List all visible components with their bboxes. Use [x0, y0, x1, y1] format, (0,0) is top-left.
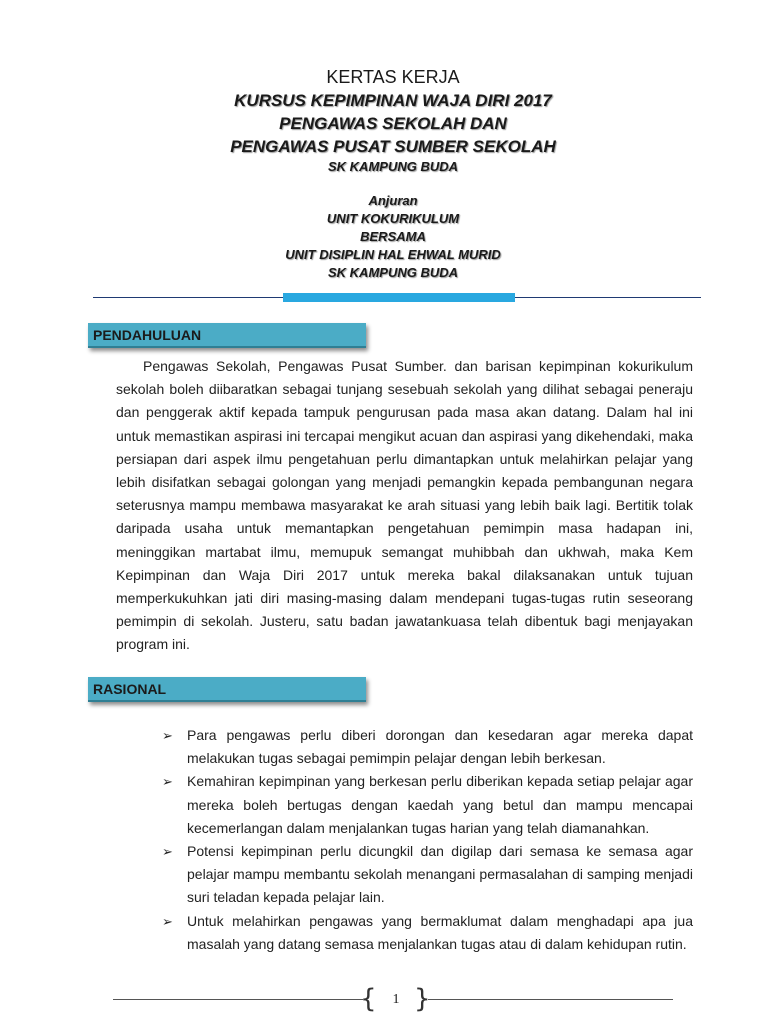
participants-title-1: PENGAWAS SEKOLAH DAN: [279, 114, 507, 133]
left-brace-icon: {: [360, 984, 377, 1014]
page-number: 1: [392, 992, 400, 1007]
title-gap: [0, 176, 768, 192]
course-title: KURSUS KEPIMPINAN WAJA DIRI 2017: [234, 91, 552, 110]
section-heading-intro: PENDAHULUAN: [88, 323, 366, 348]
arrow-bullet-icon: ➢: [162, 913, 173, 929]
right-brace-icon: }: [414, 984, 431, 1014]
header-divider-accent: [283, 293, 515, 302]
organizer-unit-1: UNIT KOKURIKULUM: [326, 211, 460, 226]
participants-title-2: PENGAWAS PUSAT SUMBER SEKOLAH: [230, 137, 556, 156]
organizer-joint: BERSAMA: [360, 229, 426, 244]
list-item-text: Kemahiran kepimpinan yang berkesan perlu diberikan kepada setiap pelajar agar mereka boleh bertugas dengan kaedah yang betul dan mampu mencapai kecemerlangan dalam menjalankan tugas harian yang telah diamanahkan.: [187, 773, 693, 836]
list-item: [162, 770, 693, 840]
organizer-school: SK KAMPUNG BUDA: [328, 265, 458, 280]
list-item: [162, 840, 693, 910]
organizer-label: Anjuran: [368, 193, 418, 208]
arrow-bullet-icon: ➢: [162, 844, 173, 860]
list-item: [162, 910, 693, 956]
footer-line-right: [428, 999, 673, 1000]
school-name-title: SK KAMPUNG BUDA: [328, 159, 458, 174]
arrow-bullet-icon: ➢: [162, 728, 173, 743]
intro-paragraph: [116, 355, 693, 657]
list-item-text: Para pengawas perlu diberi dorongan dan kesedaran agar mereka dapat melakukan tugas sebagai pemimpin pelajar dengan lebih berkesan.: [187, 727, 693, 767]
section-heading-rationale: RASIONAL: [88, 677, 366, 702]
document-title-block: [0, 66, 768, 282]
doc-type-title: KERTAS KERJA: [326, 67, 460, 87]
footer-line-left: [113, 999, 363, 1000]
organizer-unit-2: UNIT DISIPLIN HAL EHWAL MURID: [285, 247, 501, 262]
list-item-text: Untuk melahirkan pengawas yang bermaklumat dalam menghadapi apa jua masalah yang datang semasa menjalankan tugas atau di dalam kehidupan rutin.: [187, 912, 693, 952]
rationale-list: [162, 724, 693, 956]
list-item: [162, 724, 693, 770]
intro-paragraph-text: Pengawas Sekolah, Pengawas Pusat Sumber. dan barisan kepimpinan kokurikulum sekolah boleh diibaratkan sebagai tunjang sesebuah sekolah yang dilihat sebagai peneraju dan penggerak aktif kepada tampuk pengurusan pada masa akan datang. Dalam hal ini untuk memastikan aspirasi ini tercapai mengikut acuan dan aspirasi yang dikehendaki, maka persiapan dari aspek ilmu pengetahuan perlu dimantapkan untuk melahirkan pelajar yang lebih disifatkan sebagai golongan yang menjadi pemangkin kepada pembangunan negara seterusnya mampu membawa masyarakat ke arah situasi yang lebih baik lagi. Bertitik tolak daripada usaha untuk memantapkan pengetahuan pemimpin masa hadapan ini, meninggikan martabat ilmu, memupuk semangat muhibbah dan ukhwah, maka Kem Kepimpinan dan Waja Diri 2017 untuk mereka bakal dilaksanakan untuk tujuan memperkukuhkan jati diri masing-masing dalam mendepani tugas-tugas rutin seseorang pemimpin di sekolah. Justeru, satu badan jawatankuasa telah dibentuk bagi menjayakan program ini.: [116, 358, 693, 653]
list-item-text: Potensi kepimpinan perlu dicungkil dan digilap dari semasa ke semasa agar pelajar mampu membantu sekolah menangani permasalahan di samping menjadi suri teladan kepada pelajar lain.: [187, 843, 693, 906]
arrow-bullet-icon: ➢: [162, 774, 173, 790]
